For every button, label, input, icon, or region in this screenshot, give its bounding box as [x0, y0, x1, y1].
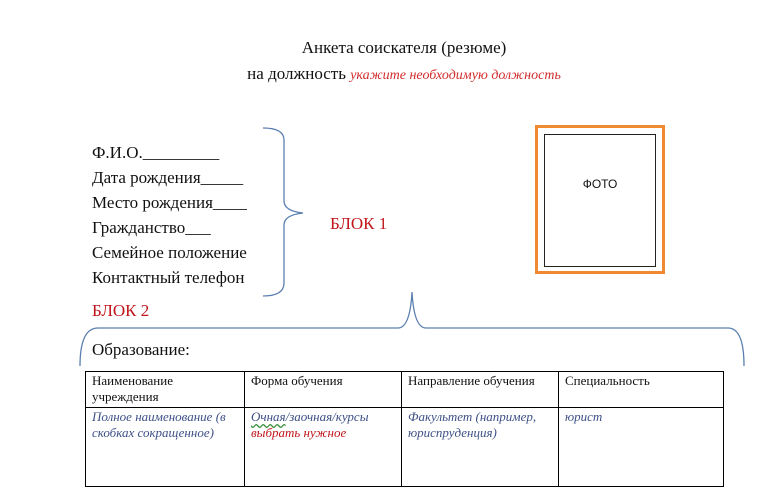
block1-brace [263, 128, 303, 296]
field-full-name[interactable]: Ф.И.О._________ [92, 143, 220, 162]
education-heading: Образование: [92, 340, 190, 359]
column-header: Наименование учреждения [86, 372, 245, 408]
education-table [85, 371, 724, 487]
field-citizenship[interactable]: Гражданство___ [92, 218, 211, 237]
field-contact-phone[interactable]: Контактный телефон [92, 268, 245, 287]
subtitle-prefix: на должность [247, 64, 346, 83]
column-header: Форма обучения [245, 372, 402, 408]
study-form-selected: Очная [251, 409, 286, 424]
cell-institution[interactable]: Полное наименование (в скобках сокращенное) [86, 408, 245, 487]
photo-placeholder [544, 134, 656, 267]
photo-frame[interactable] [535, 125, 665, 274]
column-header: Специальность [559, 372, 724, 408]
study-form-hint: выбрать нужное [251, 425, 347, 440]
table-header-row [86, 372, 724, 408]
block1-label: БЛОК 1 [330, 214, 388, 233]
cell-specialty[interactable]: юрист [559, 408, 724, 487]
cell-direction[interactable]: Факультет (например, юриспруденция) [402, 408, 559, 487]
study-form-options: /заочная/курсы [285, 409, 369, 424]
column-header: Направление обучения [402, 372, 559, 408]
photo-label: ФОТО [582, 177, 618, 191]
field-marital-status[interactable]: Семейное положение [92, 243, 247, 262]
field-birth-place[interactable]: Место рождения____ [92, 193, 247, 212]
block2-label: БЛОК 2 [92, 301, 150, 320]
cell-study-form[interactable] [245, 408, 402, 487]
field-birth-date[interactable]: Дата рождения_____ [92, 168, 244, 187]
page-title: Анкета соискателя (резюме) [301, 38, 507, 57]
position-hint: укажите необходимую должность [350, 68, 561, 83]
table-row [86, 408, 724, 487]
